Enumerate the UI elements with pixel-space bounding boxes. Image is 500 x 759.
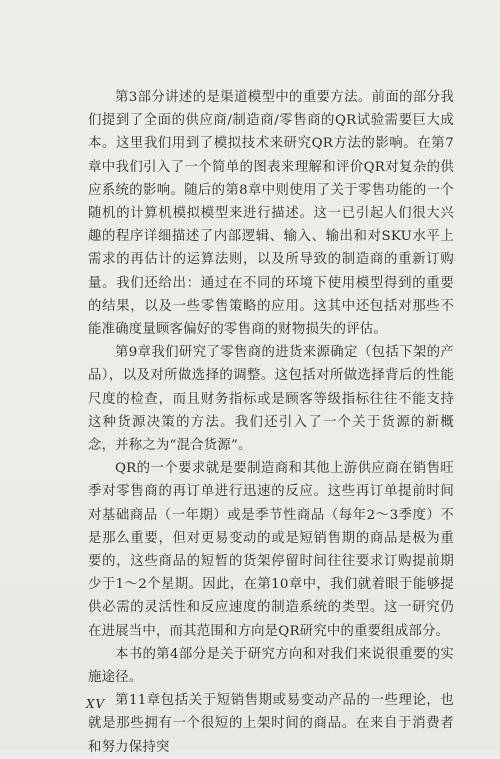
paragraph: 第11章包括关于短销售期或易变动产品的一些理论，也就是那些拥有一个很短的上架时间的商品。在来自于消费者和努力保持突 [88, 693, 454, 755]
paragraph: 第3部分讲述的是渠道模型中的重要方法。前面的部分我们提到了全面的供应商/制造商/零售商的QR试验需要巨大成本。这里我们用到了模拟技术来研究QR方法的影响。在第7章中我们引入了一个简单的图表来理解和评价QR对复杂的供应系统的影响。随后的第8章中则使用了关于零售功能的一个随机的计算机模拟模型来进行描述。这一已引起人们很大兴趣的程序详细描述了内部逻辑、输入、输出和对SKU水平上需求的再估计的运算法则，以及所导致的制造商的重新订购量。我们还给出：通过在不同的环境下使用模型得到的重要的结果，以及一些零售策略的应用。这其中还包括对那些不能准确度量顾客偏好的零售商的财物损失的评估。 [88, 90, 454, 338]
paragraph: 第9章我们研究了零售商的进货来源确定（包括下架的产品），以及对所做选择的调整。这包括对所做选择背后的性能尺度的检查，而且财务指标或是顾客等级指标往往不能支持这种货源决策的方法。我们还引入了一个关于货源的新概念，并称之为“混合货源”。 [88, 345, 454, 454]
paragraph: 本书的第4部分是关于研究方向和对我们来说很重要的实施途径。 [88, 646, 454, 686]
paragraph: QR的一个要求就是要制造商和其他上游供应商在销售旺季对零售商的再订单进行迅速的反应。这些再订单提前时间对基础商品（一年期）或是季节性商品（每年2～3季度）不是那么重要，但对更易变动的或是短销售期的商品是极为重要的，这些商品的短暂的货架停留时间往往要求订购提前期少于1～2个星期。因此，在第10章中，我们就着眼于能够提供必需的灵活性和反应速度的制造系统的类型。这一研究仍在进展当中，而其范围和方向是QR研究中的重要组成部分。 [88, 461, 454, 639]
page-number: XV [86, 697, 106, 711]
body-text [88, 86, 454, 759]
